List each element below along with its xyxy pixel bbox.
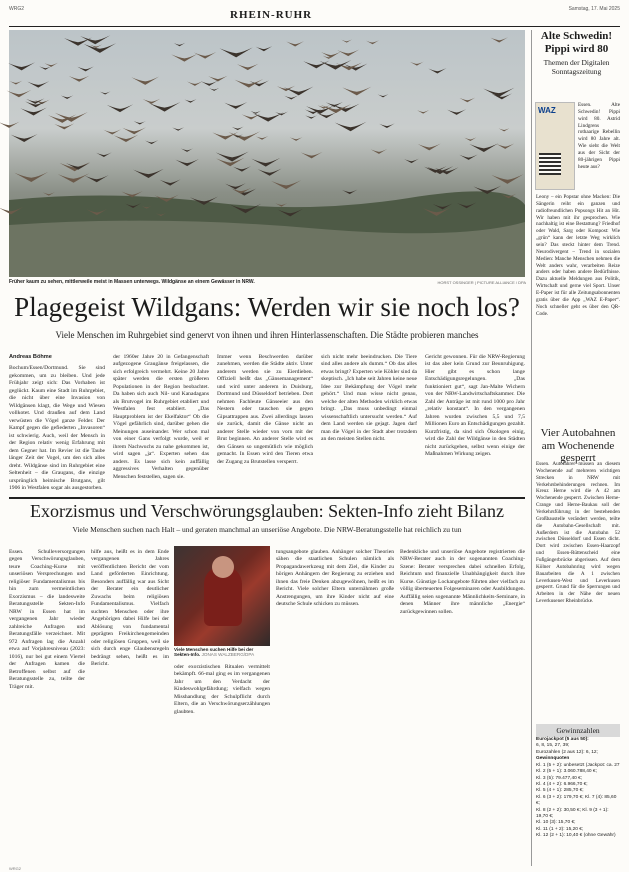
goose-silhouette (172, 127, 184, 131)
sect-photo-caption (174, 647, 270, 657)
goose-silhouette (342, 87, 371, 96)
goose-silhouette (44, 63, 58, 67)
goose-silhouette (271, 180, 301, 189)
goose-silhouette (175, 159, 198, 166)
goose-silhouette (84, 43, 117, 53)
goose-silhouette (378, 94, 389, 97)
waz-logo: WAZ (538, 106, 556, 115)
goose-silhouette (417, 110, 429, 114)
goose-silhouette (187, 81, 203, 86)
second-subline: Viele Menschen suchen nach Halt – und geraten manchmal an unseriöse Angebote. Die NRW-Beratungsstelle hat reichlich zu tun (72, 525, 462, 534)
lotto-row: Kl. 4 (4 + 2): 6.966,70 €; (536, 781, 588, 787)
lotto-numbers: 6, 8, 15, 27, 39; (536, 743, 570, 749)
sidebar-subtitle: Themen der Digitalen Sonntagszeitung (543, 58, 610, 77)
lotto-row: Kl. 3 (5): 79.477,40 €; (536, 775, 583, 781)
goose-silhouette (225, 183, 246, 189)
column-text: Bedenkliche und unseriöse Angebote registrierten die NRW-Berater auch in der sogenannten Coaching-Szene: Berater versprechen dabei schnellen Erfolg, Reichtum und finanzielle Unabhängigkeit durch ihre Kurse. Günstige Lockangebote führten aber vielfach zu völlig überteuerten Folgeseminaren oder Ausbildungen. Auffällig seien sogenannte Männlichkeits-Seminare, in denen Männer ihre männliche „Energie“ zurückgewinnen sollen. (400, 549, 525, 615)
goose-silhouette (64, 37, 92, 45)
goose-silhouette (114, 135, 139, 142)
goose-silhouette (496, 143, 514, 148)
goose-silhouette (208, 76, 227, 82)
photo-caption: Früher kaum zu sehen, mittlerweile meist in Massen unterwegs. Wildgänse an einem Gewässer in NRW. (9, 279, 255, 285)
article2-column-2 (91, 549, 169, 865)
lotto-row: Kl. 12 (2 + 1): 10,40 € (ohne Gewähr) (536, 833, 616, 839)
article-column-2 (113, 354, 209, 488)
goose-silhouette (201, 81, 218, 86)
goose-silhouette (258, 169, 282, 176)
person-head (212, 556, 234, 578)
goose-silhouette (160, 179, 181, 185)
sidebar-text: Leony – ein Popstar ohne Macken: Die Sängerin reiht ein ganzen und radiofreundlichen Popsongs Hit an Hit. Wir haben mit ihr gesprochen. Wie nachhaltig ist eine Bestattung? Friedhof oder Wald, Sarg oder Kompost: Wie „grün“ kann der letzte Weg wirklich sein? Das steckt hinter dem Trend. Neurodivergent – Trend in sozialen Medien: Manche Menschen nehmen die Welt anders wahr, verarbeiten Reize anders oder haben andere Bedürfnisse. Dazu aktuelle Meldungen aus Politik, Wirtschaft und gerne viel Sport. Unser E-Paper ist für alle Zeitungsabonnenten gratis über die App „WAZ E-Paper“. Noch schneller geht es über den QR-Code. (536, 194, 620, 317)
goose-silhouette (371, 149, 387, 154)
goose-silhouette (54, 123, 74, 129)
article2-column-1 (9, 549, 85, 865)
goose-silhouette (220, 47, 253, 57)
goose-silhouette (216, 152, 249, 162)
goose-silhouette (366, 40, 379, 44)
caption-credit: JONAS WALZBERG/DPA (201, 652, 255, 657)
article-column-1 (9, 354, 105, 492)
article2-column-3 (174, 664, 270, 864)
goose-silhouette (20, 108, 46, 116)
goose-silhouette (224, 102, 247, 109)
geese-photo (9, 30, 525, 277)
sect-info-photo (174, 546, 270, 646)
lotto-results (536, 737, 620, 840)
goose-silhouette (301, 152, 323, 159)
column-text: sich nicht mehr beeindrucken. Die Tiere sind alles andere als dumm.“ Ob das alles etwas bringt? Experten wie Köhler sind da skeptisch. „Ich habe seit Jahren keine neue Idee zur Bekämpfung der Vögel mehr gehört.“ Und man wisse nicht genau, welche der alten Methoden wirklich etwas bringt. „Das muss unbedingt einmal wissenschaftlich untersucht werden.“ Auf dem Land werden sie gejagt. Jagen darf man die Vögel in der Stadt aber trotzdem an den meisten Stellen nicht. (321, 354, 417, 443)
lotto-row: Kl. 5 (4 + 1): 285,70 €; (536, 788, 584, 794)
goose-silhouette (459, 154, 478, 160)
lotto-row: Kl. 6 (3 + 2): 179,70 €; Kl. 7 (4): 85,60 €; (536, 794, 617, 807)
goose-silhouette (237, 64, 259, 70)
goose-silhouette (134, 121, 146, 125)
goose-silhouette (284, 95, 298, 99)
sidebar-title: Alte Schwedin! Pippi wird 80 (540, 30, 613, 55)
goose-silhouette (66, 162, 90, 169)
goose-silhouette (194, 52, 216, 59)
goose-silhouette (77, 66, 94, 71)
article2-column-4 (276, 549, 394, 865)
goose-silhouette (133, 169, 164, 178)
section-title: RHEIN-RUHR (230, 9, 313, 21)
article2-column-5 (400, 549, 525, 865)
goose-silhouette (335, 122, 367, 132)
goose-silhouette (171, 54, 197, 62)
goose-silhouette (9, 81, 22, 85)
sidebar-headline-2: Vier Autobahnen am Wochenende gesperrt (540, 427, 616, 465)
goose-silhouette (233, 166, 251, 171)
author: Andreas Böhme (9, 354, 52, 360)
goose-silhouette (122, 127, 146, 134)
goose-silhouette (107, 104, 133, 112)
lotto-quotes-head: Gewinnquoten (536, 756, 570, 762)
goose-silhouette (61, 95, 73, 99)
goose-silhouette (96, 152, 112, 157)
column-text: Immer wenn Beschwerden darüber zunehmen, werden die Städte aktiv. Unter anderem werden sie zu Eierdieben. Offiziell heißt das „Gänsemanagement“ und wird unter anderem in Duisburg, Dortmund und Düsseldorf betrieben. Dort nehmen Fachleute Gänseeier aus den Nestern oder tauschen sie gegen Gipsattrappen aus. Zwei allerdings lassen sie zurück, damit die Gänse nicht an anderer Stelle wieder von vorn mit der Brut beginnen. An anderer Stelle wird es den Gänsen so ungemütlich wie möglich gemacht. In Essen wird den Tieren etwa der Zugang zu Brutstellen versperrt. (217, 354, 313, 465)
goose-silhouette (181, 148, 193, 152)
caption-text: Viele Menschen suchen Hilfe bei der Sekten-Info. (174, 647, 254, 657)
goose-silhouette (410, 61, 424, 65)
goose-silhouette (251, 111, 261, 114)
goose-silhouette (85, 175, 109, 182)
goose-silhouette (0, 122, 20, 128)
goose-silhouette (256, 46, 273, 51)
sunday-paper-teaser (535, 102, 575, 190)
goose-silhouette (284, 87, 313, 96)
column-text: hilfe aus, heißt es in dem Ende vergangenen Jahres veröffentlichten Bericht der vom Land geförderten Einrichtung. Besonders auffällig war aus Sicht der Berater ein deutlicher Zuwachs beim religiösen Fundamentalismus. Vielfach suchten Menschen oder ihre Angehörigen dabei Hilfe bei der Ablösung von fundamental geprägten Freikirchengemeinden oder religiösen Gruppen, weil sie sich durch enge Glaubensregeln bedrängt sehen, heißt es im Bericht. (91, 549, 169, 668)
goose-silhouette (69, 76, 90, 82)
goose-silhouette (174, 43, 185, 46)
goose-silhouette (100, 91, 111, 94)
sidebar-teaser: Essen. Alte Schwedin! Pippi wird 80. Astrid Lindgrens rothaarige Rebellin wird 80 Jahre alt. Wie sieht die Welt aus der Sicht der 80-jährigen Pippi heute aus? (578, 102, 620, 170)
goose-silhouette (469, 143, 498, 152)
goose-silhouette (185, 99, 197, 103)
goose-silhouette (341, 40, 351, 43)
article-column-4 (321, 354, 417, 488)
goose-silhouette (103, 129, 121, 134)
date-line: Samstag, 17. Mai 2025 (568, 6, 620, 12)
goose-silhouette (490, 37, 508, 42)
goose-silhouette (418, 143, 441, 150)
goose-silhouette (286, 41, 304, 46)
goose-silhouette (428, 68, 446, 73)
qr-code-icon[interactable] (539, 153, 561, 175)
goose-silhouette (321, 52, 341, 58)
goose-silhouette (447, 109, 466, 115)
header-rule (9, 26, 620, 27)
goose-silhouette (251, 158, 280, 167)
second-headline: Exorzismus und Verschwörungsglauben: Sekten-Info zieht Bilanz (29, 501, 505, 521)
goose-silhouette (235, 79, 264, 88)
goose-silhouette (305, 115, 317, 119)
goose-silhouette (14, 172, 48, 182)
goose-silhouette (232, 127, 244, 131)
column-text: oder exorzistischen Ritualen vermittelt bekämpft. 66-mal ging es im vergangenen Jahr um den Verdacht der Kindeswohlgefährdung; vielfach wegen Misshandlung der Schulpflicht durch Eltern, die an Verschwörungserzählungen glaubten. (174, 664, 270, 715)
goose-silhouette (483, 88, 514, 97)
goose-silhouette (459, 97, 475, 102)
goose-silhouette (275, 203, 287, 207)
goose-silhouette (379, 123, 395, 128)
goose-silhouette (11, 134, 38, 142)
goose-silhouette (7, 90, 32, 97)
lotto-row: Kl. 10 (3): 15,70 €; (536, 820, 576, 826)
goose-silhouette (303, 60, 329, 68)
goose-silhouette (143, 99, 161, 104)
article-column-3 (217, 354, 313, 488)
main-subline: Viele Menschen im Ruhrgebiet sind genervt von ihnen und ihren Hinterlassenschaften. Die Städte probieren manches (55, 330, 479, 340)
main-headline: Plagegeist Wildgans: Werden wir sie noch los? (14, 292, 520, 322)
goose-silhouette (43, 192, 55, 196)
goose-silhouette (232, 188, 256, 195)
goose-silhouette (337, 50, 359, 57)
article-column-5 (425, 354, 525, 488)
column-text: Bochum/Essen/Dortmund. Sie sind gekommen, um zu bleiben. Und jede Frühjahr zeigt sich: Das Vorhaben ist geglückt. Kaum eine Stadt im Ruhrgebiet, die nicht über eine Invasion von Wildgänsen klagt, die Wege und Wiesen vollkotet. Und draußen auf dem Land verwüsten die Vögel ganze Felder. Der Kampf gegen die gefiederten „Invasoren“ ist schwierig. Auch, weil der Mensch in der Region relativ wenig Erfahrung mit dem Gegner hat. Im Revier ist die Taube länger Zeit der Vogel, um den sich alles dreht. Wildgänse sind im Ruhrgebiet eine Seltenheit – die Graugans, die einzige ursprünglich heimische Brutgans, gilt 1906 in Westfalen sogar als ausgestorben. (9, 365, 105, 492)
goose-silhouette (209, 88, 219, 91)
lotto-row: Kl. 2 (5 + 1): 3.060.788,40 €; (536, 769, 597, 775)
column-text: tungsangebote glauben. Anhänger solcher Theorien sähen die staatlichen Schulen nämlich als Propagandawerkzeug mit dem Ziel, die Kinder zu hörigen Anhängern der Regierung zu erziehen und ihnen das freie Denken abzugewöhnen, heißt es im Bericht. Viele solcher Eltern unternähmen große Anstrengungen, um ihre Kinder nicht auf eine deutsche Schule schicken zu müssen. (276, 549, 394, 608)
goose-silhouette (80, 35, 110, 44)
lotto-euro-numbers: Eurozahlen (2 aus 12): 6, 12; (536, 749, 598, 755)
goose-silhouette (149, 102, 181, 112)
lotto-game: Eurojackpot (5 aus 50): (536, 737, 589, 742)
goose-silhouette (326, 102, 343, 107)
lotto-row: Kl. 11 (1 + 2): 15,20 €; (536, 826, 584, 832)
goose-silhouette (342, 189, 358, 194)
goose-silhouette (229, 131, 261, 140)
goose-silhouette (8, 62, 35, 70)
goose-silhouette (290, 137, 303, 141)
column-text: der 1960er Jahre 20 in Gefangenschaft aufgezogene Graugänse freigelassen, die sich erfolgreich vermehrt. Keine 20 Jahre später werden die ersten größeren Populationen in der Region beobachtet. Da haben sich auch Nil- und Kanadagans als Brutvogel im Ruhrgebiet etabliert und Westfalen fest etabliert. „Das Hauptproblem ist der Ekelfaktor“ Ob die Vögel gefährlich sind, darüber gehen die Meinungen auseinander. Wer schon mal von einer Gans verfolgt wurde, weil er ihrem Nachwuchs zu nahe gekommen ist, wird sagen „ja“. Experten sehen das anders. Es lasse sich kein auffällig aggressives Verhalten gegenüber Menschen feststellen, sagen sie. (113, 354, 209, 480)
sidebar (531, 30, 621, 866)
goose-silhouette (491, 174, 523, 184)
column-text: Gericht gewonnen. Für die NRW-Regierung ist das aber kein Grund zur Beunruhigung. Hier gibt es schon lange Entschädigungsregelungen. „Das funktioniert gut“, sagt Jan-Malte Wichern von der NRW-Landwirtschaftskammer. Die Zahl der Anträge ist mit rund 1000 pro Jahr „relativ konstant“. In den vergangenen Jahren wurden zwischen 5,5 und 7,5 Millionen Euro an Entschädigungen gezahlt. Kurzfristig, da sind sich Ökologen einig, wird die Zahl der Wildgänse in den Städten nicht zurückgehen, selbst wenn einige der Maßnahmen Wirkung zeigen. (425, 354, 525, 458)
sidebar-text-2: Essen. Autofahrer müssen an diesem Wochenende auf mehreren wichtigen Strecken in NRW mit Verkehrsbehinderungen rechnen. Im Kreuz Herne wird die A 42 am Wochenende gesperrt. Zwischen Herne-Crange und Herne-Baukau soll der Verkehrsführung in der bestehenden Großbaustelle verändert werden, teilte die Autobahn-Gesellschaft mit. Außerdem ist die Autobahn 52 zwischen Düsseldorf und Essen dicht. Dort wird zwischen Essen-Haarzopf und Essen-Rüttenscheid eine Fußgängerbrücke abgerissen. Auf dem Kölner Autobahnring wird wegen Bauarbeiten die A 1 zwischen Leverkusen-West und Leverkusen gesperrt. Grund für die Sperrungen und Arbeiten in der Nähe der neuen Leverkusener Rheinbrücke. (536, 461, 620, 605)
column-text: Essen. Schulleversorgungen gegen Verschwörungsglauben, teure Coaching-Kurse mit unseriösen Versprechungen und religiöser Fundamentalismus bis hin zum vermeintlichen Exorzismus – die landesweite Beratungsstelle Sekten-Info NRW in Essen hat im vergangenen Jahr wieder zahlreiche Anfragen und Beratungsfälle verzeichnet. Mit 972 Anfragen lag die Anzahl etwa auf Vorjahresniveau (2023: 1016), nur bei gut einem Viertel der Anfragen kamen die Betroffenen selbst auf die Beratungsstelle zu, teilte der Träger mit. (9, 549, 85, 690)
goose-silhouette (27, 81, 49, 88)
page-id: WRG2 (9, 6, 24, 12)
goose-silhouette (242, 114, 261, 120)
goose-silhouette (499, 128, 510, 131)
photo-credit: HORST OSSINGER | PICTURE ALLIANCE / DPA (437, 280, 526, 285)
lotto-heading: Gewinnzahlen (536, 724, 620, 737)
goose-silhouette (58, 173, 90, 182)
section-divider (9, 497, 525, 499)
goose-silhouette (256, 136, 269, 140)
goose-silhouette (145, 140, 158, 144)
lotto-row: Kl. 1 (5 + 2): unbesetzt (Jackpot: ca. 27 (536, 762, 620, 768)
page-footer: WRG2 (9, 866, 21, 871)
goose-silhouette (464, 137, 476, 141)
goose-silhouette (404, 159, 419, 163)
goose-silhouette (39, 66, 51, 70)
goose-silhouette (131, 77, 159, 85)
geese-flock (9, 30, 525, 277)
lotto-row: Kl. 8 (2 + 2): 30,50 €; Kl. 9 (3 + 1): 19,70 €; (536, 807, 609, 820)
